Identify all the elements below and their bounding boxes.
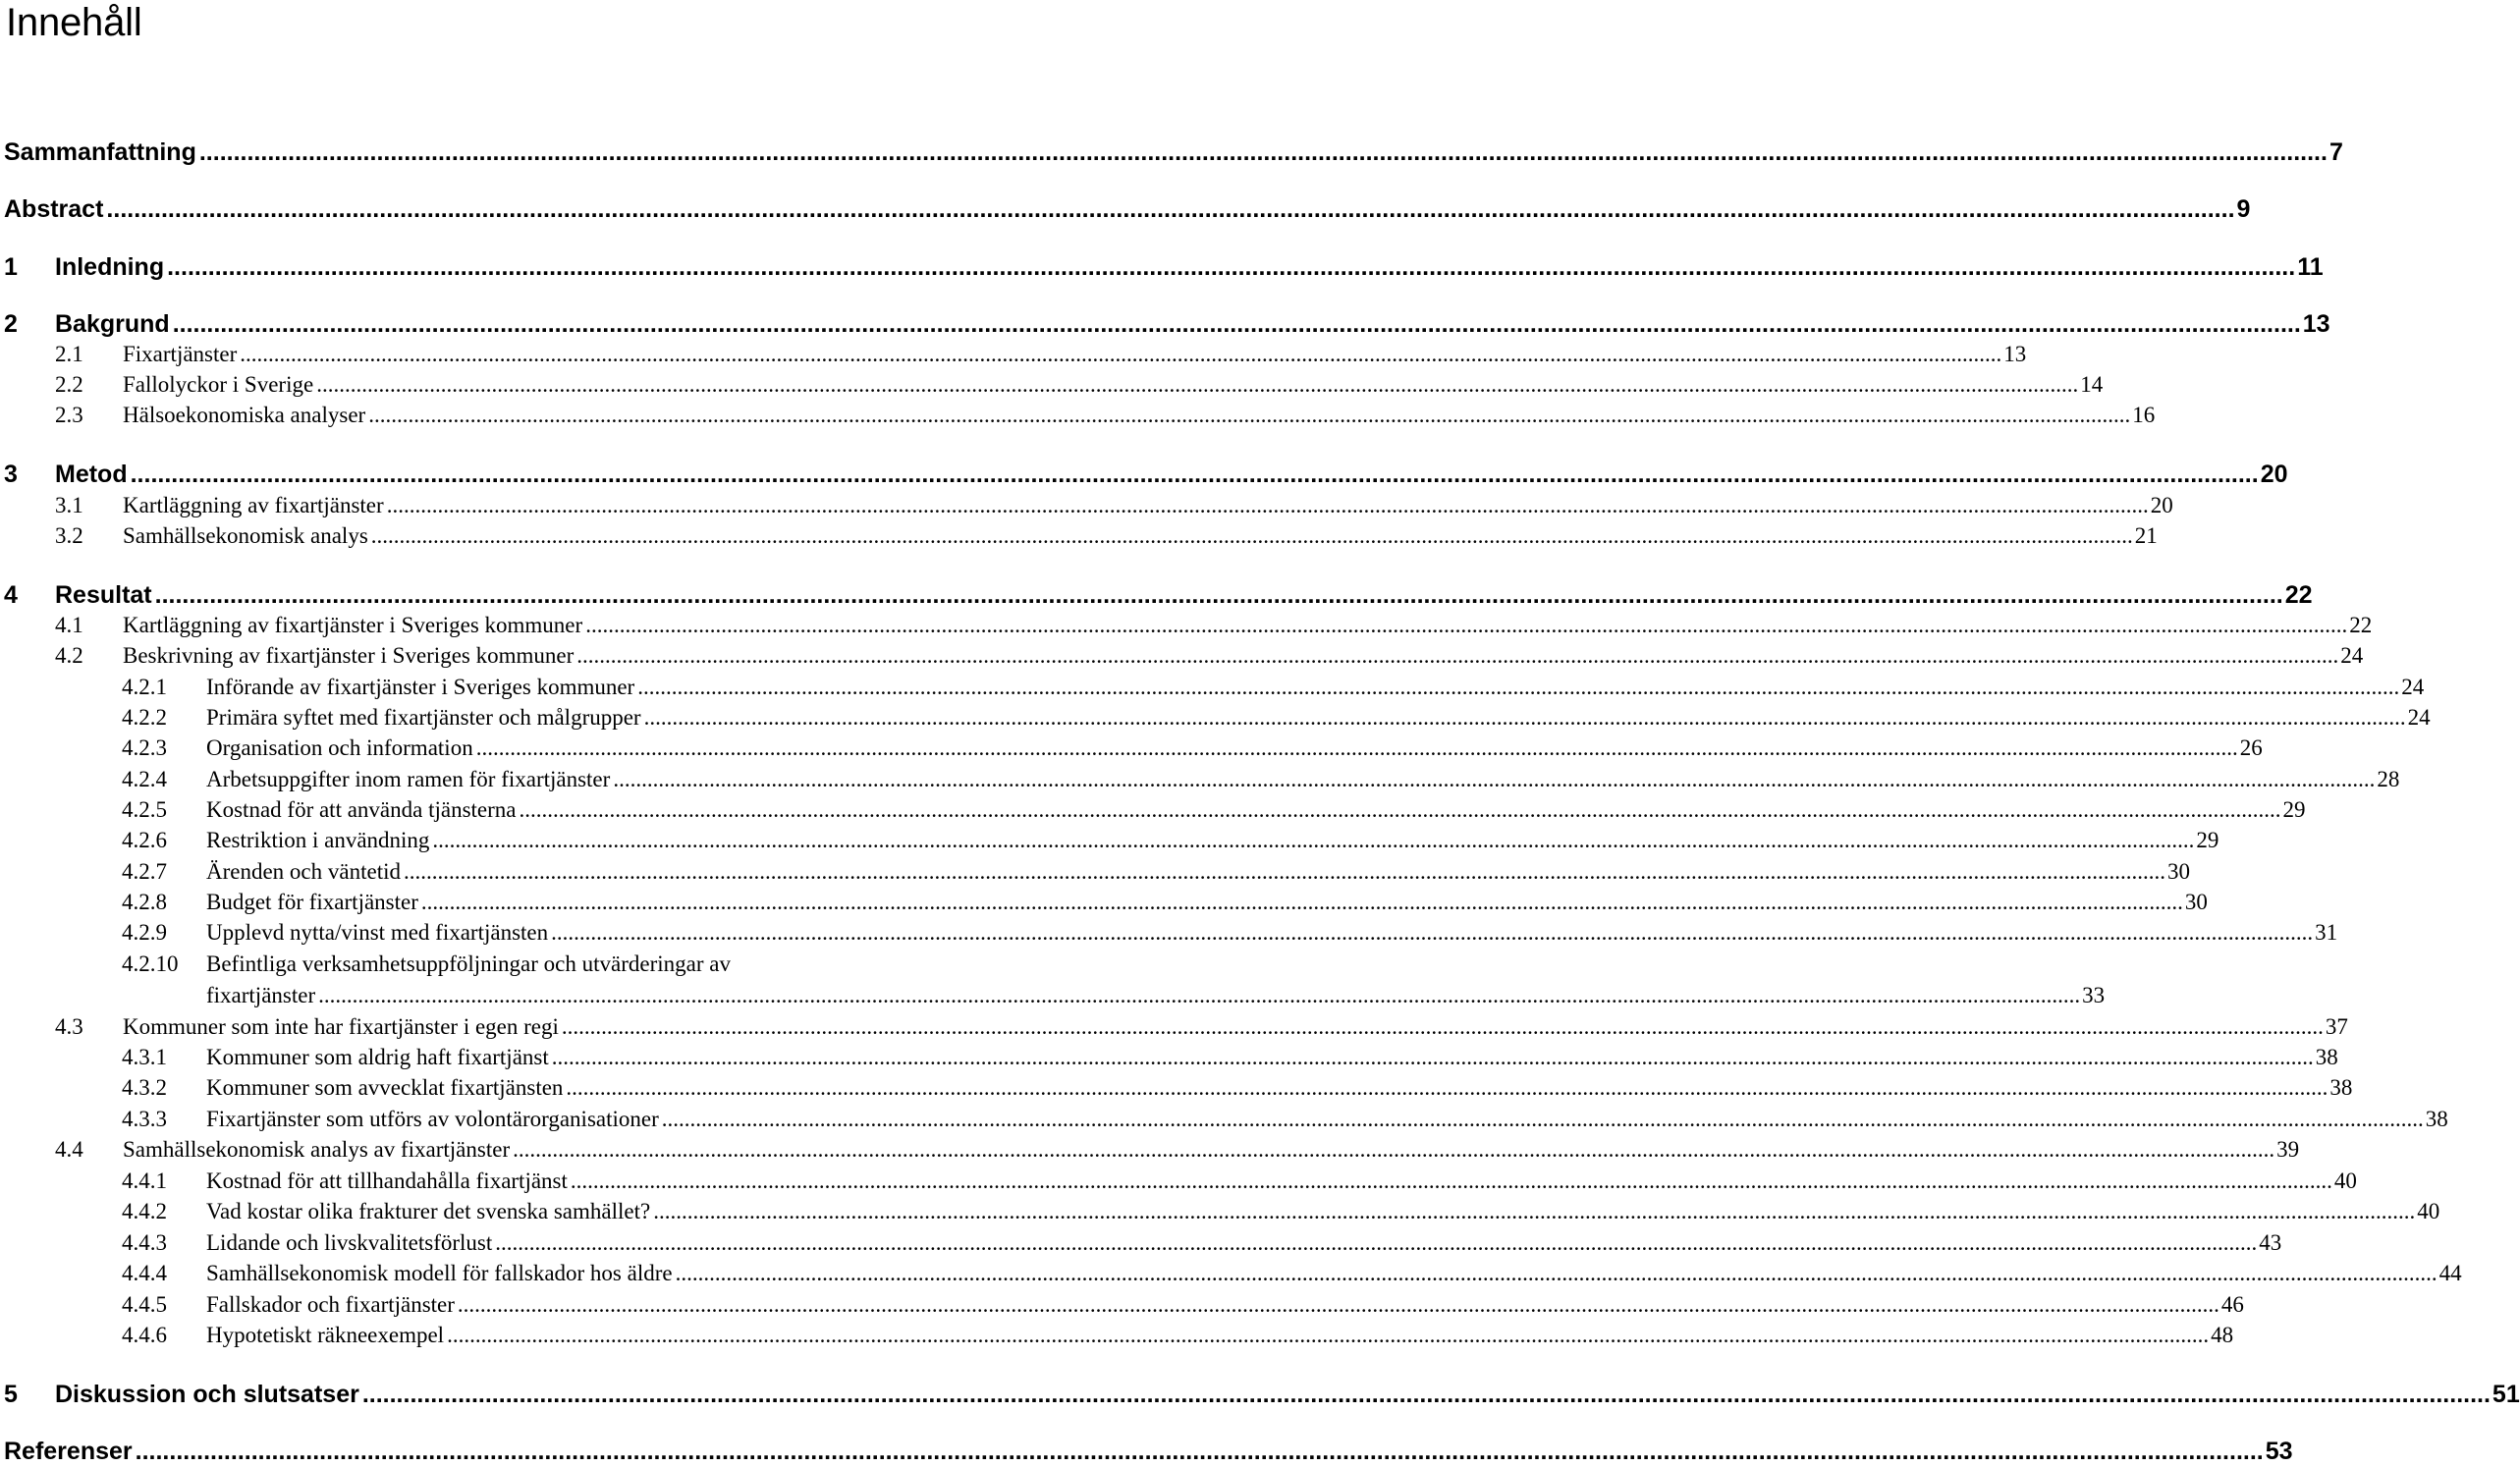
toc-entry[interactable] [55, 339, 2027, 370]
toc-entry-title: Bakgrund [55, 310, 170, 338]
toc-dot-leader [167, 251, 2295, 283]
toc-entry-page: 38 [2425, 1107, 2448, 1131]
toc-dot-leader [421, 887, 2183, 918]
toc-entry-page: 38 [2329, 1075, 2353, 1100]
toc-entry-page: 30 [2166, 859, 2190, 884]
toc-dot-leader [316, 369, 2078, 401]
toc-dot-leader [552, 1042, 2314, 1073]
toc-entry-title: Restriktion i användning [206, 828, 430, 852]
toc-entry[interactable] [55, 1134, 2300, 1166]
toc-entry-number: 4.4.3 [122, 1230, 167, 1255]
toc-entry-page: 29 [2282, 797, 2306, 822]
toc-entry-page: 22 [2284, 581, 2313, 609]
toc-entry-page: 40 [2333, 1168, 2357, 1193]
toc-entry-number: 2.3 [55, 403, 83, 427]
toc-entry[interactable] [4, 193, 2251, 225]
toc-entry[interactable] [122, 702, 2431, 734]
toc-entry[interactable] [55, 400, 2156, 431]
toc-entry[interactable] [122, 887, 2208, 918]
toc-dot-leader [520, 794, 2281, 826]
toc-entry-number: 4.2.7 [122, 859, 167, 884]
toc-entry-title: Ärenden och väntetid [206, 859, 401, 884]
toc-dot-leader [613, 764, 2375, 795]
toc-entry-title: Abstract [4, 195, 104, 223]
toc-entry-page: 13 [2003, 342, 2027, 366]
toc-entry-number: 4.4.1 [122, 1168, 167, 1193]
toc-entry-number: 4.2.9 [122, 920, 167, 945]
toc-entry[interactable] [4, 1379, 2520, 1410]
toc-entry[interactable] [122, 825, 2219, 856]
toc-entry-number: 4.2.2 [122, 705, 167, 730]
toc-entry-number: 4.4.5 [122, 1292, 167, 1317]
toc-entry-page: 37 [2325, 1014, 2348, 1039]
toc-entry-number: 4.2.6 [122, 828, 167, 852]
toc-entry-number: 4.3.1 [122, 1045, 167, 1069]
toc-entry-number: 4.2.4 [122, 767, 167, 791]
toc-entry-title: Upplevd nytta/vinst med fixartjänsten [206, 920, 549, 945]
toc-entry-number: 4.3.2 [122, 1075, 167, 1100]
toc-entry-page: 16 [2132, 403, 2156, 427]
toc-entry-page: 40 [2417, 1199, 2440, 1223]
page-title: Innehåll [6, 1, 142, 44]
toc-entry[interactable] [4, 459, 2288, 490]
toc-entry-page: 20 [2260, 461, 2288, 488]
toc-entry[interactable] [122, 1289, 2244, 1321]
toc-entry-title: Kommuner som inte har fixartjänster i egen regi [123, 1014, 559, 1039]
toc-entry-number: 4.3.3 [122, 1107, 167, 1131]
toc-entry-title: Samhällsekonomisk modell för fallskador hos äldre [206, 1261, 673, 1285]
toc-dot-leader [173, 308, 2301, 340]
toc-entry[interactable] [122, 1072, 2353, 1104]
toc-dot-leader [576, 640, 2338, 672]
toc-dot-leader [513, 1134, 2274, 1166]
toc-dot-leader [131, 459, 2259, 490]
toc-dot-leader [662, 1104, 2424, 1135]
toc-dot-leader [458, 1289, 2219, 1321]
toc-dot-leader [362, 1379, 2491, 1410]
toc-entry-title: Kartläggning av fixartjänster i Sveriges kommuner [123, 613, 583, 637]
toc-entry-page: 24 [2401, 675, 2425, 699]
toc-entry-continuation[interactable] [206, 980, 2106, 1011]
toc-entry-number: 4.2.3 [122, 735, 167, 760]
toc-entry[interactable] [122, 856, 2190, 888]
toc-entry-title: Kommuner som aldrig haft fixartjänst [206, 1045, 549, 1069]
toc-entry[interactable] [55, 520, 2158, 552]
toc-entry-page: 11 [2297, 253, 2324, 281]
toc-entry-title: Kartläggning av fixartjänster [123, 493, 384, 517]
toc-entry[interactable] [122, 1320, 2234, 1351]
toc-dot-leader [447, 1320, 2209, 1351]
toc-entry-title: Arbetsuppgifter inom ramen för fixartjänster [206, 767, 611, 791]
toc-dot-leader [106, 193, 2234, 225]
toc-entry[interactable] [4, 251, 2324, 283]
toc-dot-leader [371, 520, 2133, 552]
toc-entry-title: Metod [55, 461, 128, 488]
toc-entry-title-continuation: fixartjänster [206, 983, 316, 1007]
toc-entry-page: 29 [2196, 828, 2219, 852]
toc-entry[interactable] [122, 1104, 2448, 1135]
toc-entry-title: Kommuner som avvecklat fixartjänsten [206, 1075, 564, 1100]
toc-entry-number: 3.1 [55, 493, 83, 517]
toc-entry[interactable] [122, 1042, 2338, 1073]
toc-entry[interactable] [122, 917, 2338, 949]
toc-dot-leader [637, 672, 2399, 703]
toc-entry-title: Vad kostar olika frakturer det svenska samhället? [206, 1199, 651, 1223]
toc-entry-page: 28 [2377, 767, 2400, 791]
toc-entry-number: 4.2.5 [122, 797, 167, 822]
toc-entry[interactable] [4, 308, 2330, 340]
toc-entry-title: Lidande och livskvalitetsförlust [206, 1230, 493, 1255]
toc-entry-title: Resultat [55, 581, 152, 609]
toc-dot-leader [644, 702, 2406, 734]
toc-entry-number: 3.2 [55, 523, 83, 548]
toc-dot-leader [240, 339, 2001, 370]
toc-dot-leader [136, 1436, 2264, 1467]
toc-entry-number: 4.2.10 [122, 951, 179, 976]
toc-dot-leader [562, 1011, 2324, 1043]
toc-entry-page: 20 [2150, 493, 2173, 517]
toc-entry[interactable] [122, 1196, 2440, 1227]
toc-entry[interactable] [122, 1258, 2462, 1289]
toc-entry-page: 53 [2265, 1438, 2293, 1465]
toc-entry-number: 1 [4, 253, 18, 281]
toc-dot-leader [476, 733, 2238, 764]
toc-entry-number: 4.4.6 [122, 1323, 167, 1347]
toc-entry-page: 13 [2302, 310, 2330, 338]
toc-entry-title: Diskussion och slutsatser [55, 1381, 359, 1408]
toc-entry-title: Beskrivning av fixartjänster i Sveriges kommuner [123, 643, 575, 668]
toc-dot-leader [571, 1166, 2332, 1197]
toc-entry-page: 22 [2349, 613, 2373, 637]
toc-entry[interactable] [55, 610, 2373, 641]
toc-dot-leader [676, 1258, 2438, 1289]
toc-entry-page: 39 [2276, 1137, 2300, 1162]
toc-entry-title: Befintliga verksamhetsuppföljningar och utvärderingar av [206, 951, 731, 976]
toc-entry-page: 51 [2492, 1381, 2520, 1408]
toc-dot-leader [404, 856, 2165, 888]
toc-entry[interactable] [4, 136, 2343, 168]
toc-entry-title: Sammanfattning [4, 138, 196, 166]
toc-entry[interactable] [122, 672, 2425, 703]
toc-entry-title: Fixartjänster som utförs av volontärorganisationer [206, 1107, 659, 1131]
toc-entry-number: 5 [4, 1381, 18, 1408]
toc-entry-number: 4.2.1 [122, 675, 167, 699]
toc-dot-leader [155, 579, 2283, 611]
toc-dot-leader [566, 1072, 2328, 1104]
toc-entry[interactable] [4, 579, 2313, 611]
toc-entry-page: 33 [2082, 983, 2106, 1007]
toc-entry-number: 4.1 [55, 613, 83, 637]
toc-entry[interactable] [122, 949, 941, 980]
toc-dot-leader [387, 490, 2149, 521]
toc-entry-number: 3 [4, 461, 18, 488]
toc-entry-page: 7 [2328, 138, 2343, 166]
toc-entry[interactable] [122, 794, 2306, 826]
toc-entry-number: 2.1 [55, 342, 83, 366]
toc-entry-page: 26 [2239, 735, 2263, 760]
toc-entry-number: 4 [4, 581, 18, 609]
toc-entry-page: 21 [2134, 523, 2158, 548]
toc-entry[interactable] [122, 1227, 2282, 1259]
toc-entry-title: Införande av fixartjänster i Sveriges kommuner [206, 675, 635, 699]
toc-entry-number: 4.4.4 [122, 1261, 167, 1285]
toc-entry[interactable] [55, 369, 2104, 401]
toc-entry-number: 4.4 [55, 1137, 83, 1162]
toc-dot-leader [585, 610, 2347, 641]
toc-entry-title: Inledning [55, 253, 165, 281]
toc-entry-page: 44 [2438, 1261, 2462, 1285]
toc-entry-page: 24 [2340, 643, 2364, 668]
toc-dot-leader [653, 1196, 2415, 1227]
toc-entry-page: 14 [2080, 372, 2104, 397]
toc-entry-title: Fallolyckor i Sverige [123, 372, 314, 397]
toc-entry-page: 38 [2315, 1045, 2338, 1069]
toc-entry-title: Kostnad för att använda tjänsterna [206, 797, 517, 822]
toc-dot-leader [368, 400, 2130, 431]
toc-dot-leader [199, 136, 2328, 168]
toc-dot-leader [318, 980, 2080, 1011]
toc-entry-title: Fixartjänster [123, 342, 238, 366]
toc-entry[interactable] [55, 1011, 2348, 1043]
toc-entry-page: 48 [2211, 1323, 2234, 1347]
toc-entry[interactable] [122, 733, 2263, 764]
toc-dot-leader [432, 825, 2194, 856]
toc-entry[interactable] [55, 490, 2173, 521]
toc-entry[interactable] [55, 640, 2364, 672]
toc-entry-title: Referenser [4, 1438, 133, 1465]
toc-entry-page: 24 [2407, 705, 2431, 730]
toc-entry-number: 4.2.8 [122, 890, 167, 914]
toc-entry-title: Kostnad för att tillhandahålla fixartjänst [206, 1168, 568, 1193]
toc-dot-leader [551, 917, 2313, 949]
toc-entry-title: Primära syftet med fixartjänster och målgrupper [206, 705, 641, 730]
toc-entry-number: 2.2 [55, 372, 83, 397]
toc-entry[interactable] [4, 1436, 2293, 1467]
toc-entry-title: Hypotetiskt räkneexempel [206, 1323, 445, 1347]
toc-entry-number: 4.4.2 [122, 1199, 167, 1223]
toc-entry-page: 9 [2236, 195, 2251, 223]
toc-dot-leader [495, 1227, 2257, 1259]
toc-entry-number: 4.2 [55, 643, 83, 668]
toc-entry-number: 2 [4, 310, 18, 338]
toc-entry-number: 4.3 [55, 1014, 83, 1039]
toc-entry-title: Samhällsekonomisk analys [123, 523, 368, 548]
toc-entry[interactable] [122, 764, 2400, 795]
toc-entry-page: 43 [2259, 1230, 2282, 1255]
toc-entry-title: Budget för fixartjänster [206, 890, 418, 914]
toc-entry[interactable] [122, 1166, 2357, 1197]
toc-entry-title: Hälsoekonomiska analyser [123, 403, 366, 427]
toc-entry-title: Fallskador och fixartjänster [206, 1292, 455, 1317]
toc-entry-title: Organisation och information [206, 735, 473, 760]
toc-entry-title: Samhällsekonomisk analys av fixartjänster [123, 1137, 511, 1162]
toc-entry-page: 30 [2184, 890, 2208, 914]
toc-entry-page: 31 [2315, 920, 2338, 945]
toc-entry-page: 46 [2220, 1292, 2244, 1317]
